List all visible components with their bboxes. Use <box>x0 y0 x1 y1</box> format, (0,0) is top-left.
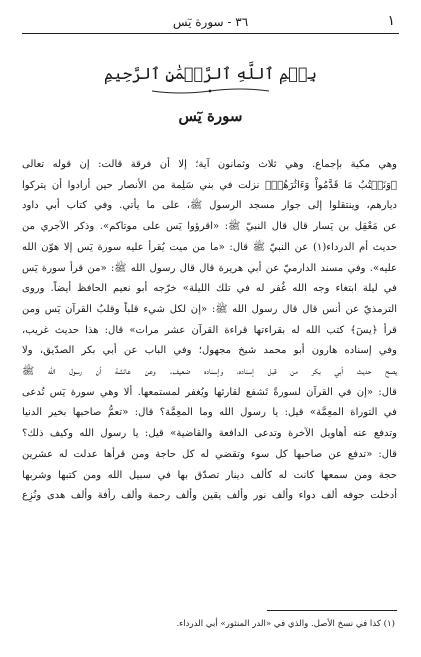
footnote: (١) كذا في نسخ الأصل. والذي في «الدر المنثور» أبي الدرداء. <box>176 619 395 629</box>
body-line: أدخلت جوفه ألف دواء وألف نور وألف يقين وألف رحمة وألف رأفة وألف هدى ونُزِع <box>22 490 397 502</box>
body-line: ﴿وَنَكۡتُبُ مَا قَدَّمُواْ وَءَاثَٰرَهُمۡ﴾ نزلت في بني سَلِمة من الأنصار حين أرادوا أن يتركوا <box>22 179 397 191</box>
surah-title: سورة يٓس <box>178 107 243 125</box>
basmala-calligraphy: بِسۡمِ ٱللَّهِ ٱلرَّحۡمَٰنِ ٱلرَّحِيمِ <box>103 64 318 83</box>
body-line: وهي مكية بإجماع. وهي ثلاث وثمانون آية؛ إلا أن فرقة قالت: إن قوله تعالى <box>22 159 397 170</box>
page-number: ١ <box>387 13 395 29</box>
body-line: قال: «إن في القرآن لسورةً تَشفع لقارئها ويُغفر لمستمعها. ألا وهي سورة يٓس تُدعى <box>22 386 397 398</box>
body-line: قرأ ﴿يسٓ﴾ كتب الله له بقراءتها قراءة القرآن عشر مرات» قال: هذا حديث غريب، <box>22 324 397 336</box>
body-line: وتدفع عنه أهاويل الآخرة وتدعى الدافعة والقاضية» قيل: يا رسول الله وكيف ذلك؟ <box>22 428 397 440</box>
body-line: في ليلة ابتغاء وجه الله غُفر له في تلك الليلة» خرّجه أبو نعيم الحافظ أيضاً. وروى <box>22 283 397 295</box>
body-line: في التوراة المعِمَّة» قيل: يا رسول الله وما المعِمَّة؟ قال: «تعمُّ صاحبها بخير الدنيا <box>22 407 397 419</box>
body-line: يصح حديث أبي بكر من قبل إسناده، وإسناده ضعيف. وعن عائشة أن رسول الله ﷺ <box>22 366 397 378</box>
body-text <box>22 155 397 507</box>
footnote-divider <box>267 610 397 611</box>
body-line: عن مَعْقِل بن يَسار قال قال النبيّ ﷺ: «اقرؤوا يٓس على موتاكم». وذكر الآجري من <box>22 221 397 233</box>
body-line: قال: «تدفع عن صاحبها كل سوء وتقضي له كل حاجة ومن قرأها عدلت له عشرين <box>22 448 397 460</box>
running-header-title: ٣٦ - سورة يٓس <box>172 15 249 29</box>
header-divider <box>22 33 399 34</box>
basmala-flourish-ornament <box>150 86 271 96</box>
body-line: ديارهم، وينتقلوا إلى جوار مسجد الرسول ﷺ، على ما يأتي. وفي كتاب أبي داود <box>22 200 397 212</box>
body-line: حديث أم الدرداء(١) عن النبيّ ﷺ قال: «ما من ميت يُقرأ عليه سورة يٓس إلا هوّن الله <box>22 241 397 253</box>
body-line: وفي إسناده هارون أبو محمد شيخ مجهول؛ وفي الباب عن أبي بكر الصدّيق، ولا <box>22 345 397 357</box>
body-line: عليه». وفي مسند الدارميّ عن أبي هريرة قال قال رسول الله ﷺ: «من قرأ سورة يٓس <box>22 262 397 274</box>
body-line: حجة ومن سمعها كانت له كألف دينار تصدّق بها في سبيل الله ومن كتبها وشربها <box>22 469 397 481</box>
body-line: الترمذيّ عن أنس قال قال رسول الله ﷺ: «إن لكل شيء قلباً وقلبُ القرآن يٓس ومن <box>22 303 397 315</box>
